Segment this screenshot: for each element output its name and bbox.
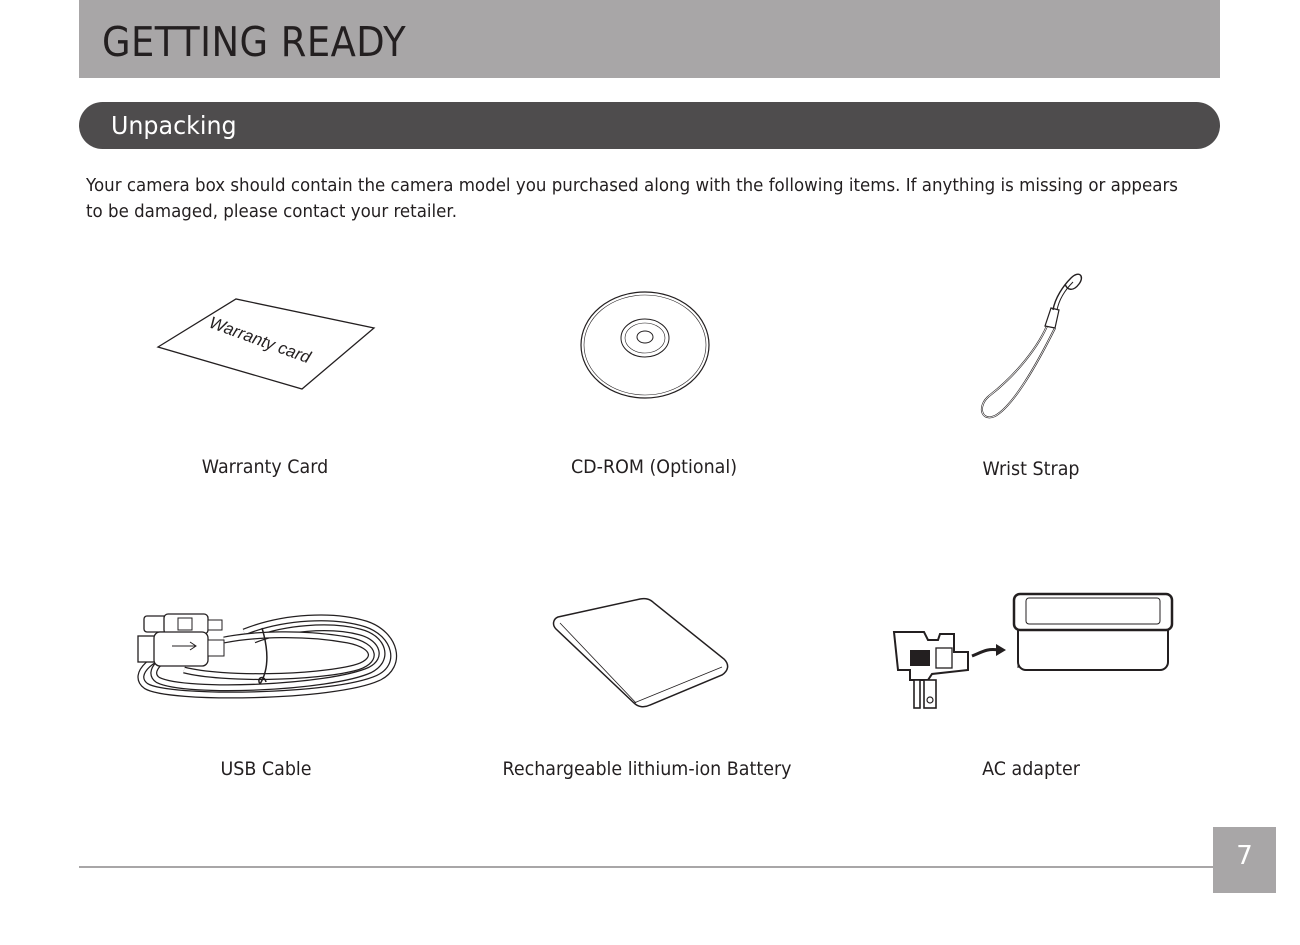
ac-adapter-icon [888,590,1174,718]
item-label-wrist-strap: Wrist Strap [982,458,1080,480]
page-number-box [1213,827,1276,893]
warranty-card-illustration-text: Warranty card [206,312,314,368]
battery-icon [550,595,732,713]
intro-line-2: to be damaged, please contact your retailer. [86,201,458,222]
item-label-usb-cable: USB Cable [220,758,312,780]
item-label-warranty-card: Warranty Card [201,456,329,478]
page-title: GETTING READY [102,18,407,66]
footer-rule [79,866,1214,868]
intro-paragraph [86,173,1178,225]
wrist-strap-icon [975,268,1090,423]
item-label-cd-rom: CD-ROM (Optional) [570,456,738,478]
usb-cable-icon [134,598,400,700]
cd-rom-icon [578,290,712,402]
warranty-card-icon [150,290,385,400]
section-title: Unpacking [111,111,237,140]
item-label-battery: Rechargeable lithium-ion Battery [502,758,792,780]
intro-line-1: Your camera box should contain the camera model you purchased along with the following items. If anything is missing or appears [86,175,1178,196]
page-number: 7 [1236,841,1253,871]
section-header [79,102,1220,149]
page-header [79,0,1220,78]
item-label-ac-adapter: AC adapter [982,758,1080,780]
